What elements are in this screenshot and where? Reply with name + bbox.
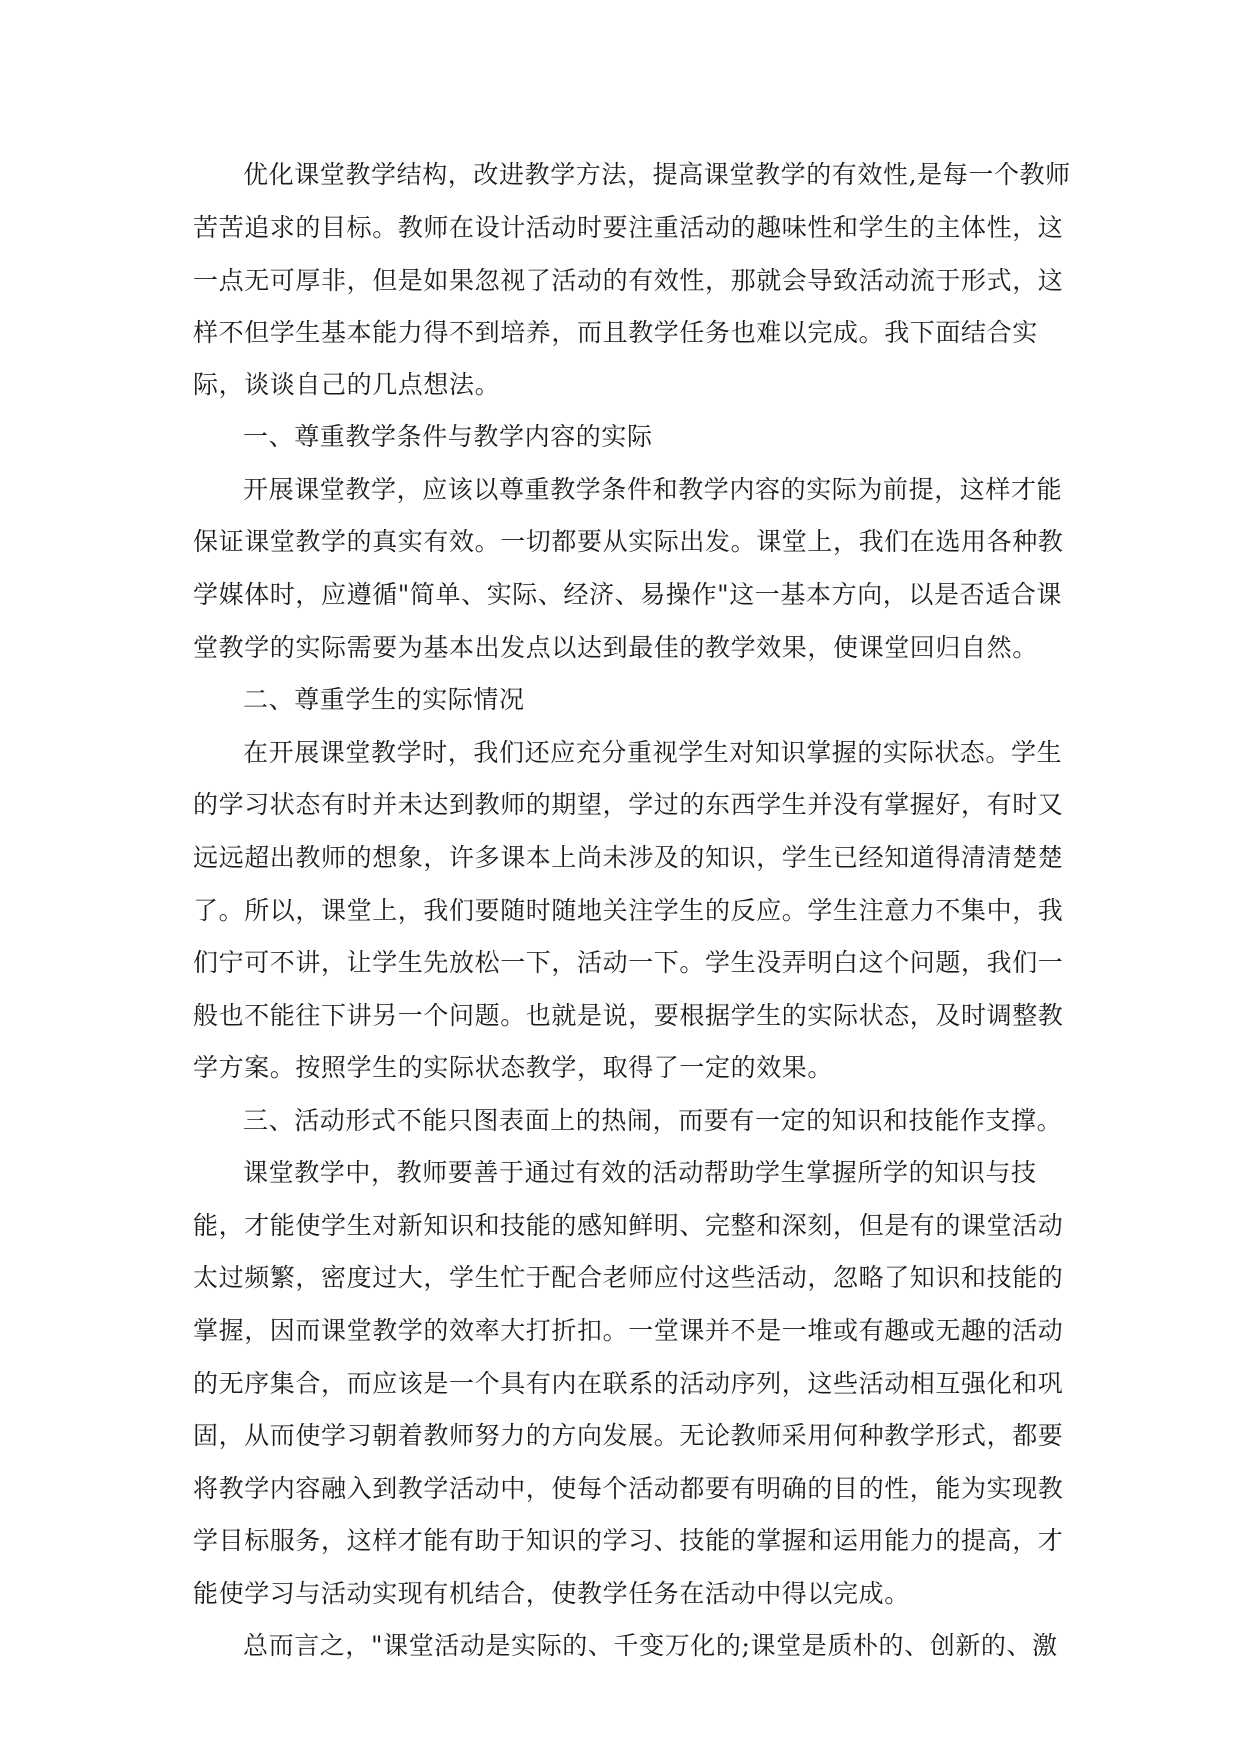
section-heading: 二、尊重学生的实际情况: [243, 685, 525, 714]
paragraph-line: 课堂教学中，教师要善于通过有效的活动帮助学生掌握所学的知识与技: [243, 1158, 1037, 1187]
paragraph-line: 样不但学生基本能力得不到培养，而且教学任务也难以完成。我下面结合实: [193, 318, 1038, 347]
paragraph-line: 一点无可厚非，但是如果忽视了活动的有效性，那就会导致活动流于形式，这: [193, 266, 1064, 295]
paragraph-line: 保证课堂教学的真实有效。一切都要从实际出发。课堂上，我们在选用各种教: [193, 527, 1064, 556]
paragraph-line: 固，从而使学习朝着教师努力的方向发展。无论教师采用何种教学形式，都要: [193, 1421, 1064, 1450]
paragraph-line: 能，才能使学生对新知识和技能的感知鲜明、完整和深刻，但是有的课堂活动: [193, 1211, 1064, 1240]
paragraph-line: 般也不能往下讲另一个问题。也就是说，要根据学生的实际状态，及时调整教: [193, 1001, 1064, 1030]
paragraph-line: 将教学内容融入到教学活动中，使每个活动都要有明确的目的性，能为实现教: [193, 1474, 1064, 1503]
paragraph-line: 了。所以，课堂上，我们要随时随地关注学生的反应。学生注意力不集中，我: [193, 896, 1064, 925]
paragraph-line: 远远超出教师的想象，许多课本上尚未涉及的知识，学生已经知道得清清楚楚: [193, 843, 1064, 872]
paragraph-line: 的无序集合，而应该是一个具有内在联系的活动序列，这些活动相互强化和巩: [193, 1369, 1064, 1398]
paragraph-line: 学目标服务，这样才能有助于知识的学习、技能的掌握和运用能力的提高，才: [193, 1526, 1064, 1555]
paragraph-line: 的学习状态有时并未达到教师的期望，学过的东西学生并没有掌握好，有时又: [193, 790, 1064, 819]
section-heading: 一、尊重教学条件与教学内容的实际: [243, 422, 653, 451]
paragraph-line: 总而言之，"课堂活动是实际的、千变万化的;课堂是质朴的、创新的、激: [243, 1631, 1058, 1660]
paragraph-line: 开展课堂教学，应该以尊重教学条件和教学内容的实际为前提，这样才能: [243, 475, 1063, 504]
paragraph-line: 际，谈谈自己的几点想法。: [193, 370, 501, 399]
paragraph-line: 们宁可不讲，让学生先放松一下，活动一下。学生没弄明白这个问题，我们一: [193, 948, 1064, 977]
paragraph-line: 优化课堂教学结构，改进教学方法，提高课堂教学的有效性,是每一个教师: [243, 160, 1071, 189]
paragraph-line: 在开展课堂教学时，我们还应充分重视学生对知识掌握的实际状态。学生: [243, 738, 1063, 767]
paragraph-line: 学方案。按照学生的实际状态教学，取得了一定的效果。: [193, 1053, 834, 1082]
paragraph-line: 掌握，因而课堂教学的效率大打折扣。一堂课并不是一堆或有趣或无趣的活动: [193, 1316, 1064, 1345]
paragraph-line: 太过频繁，密度过大，学生忙于配合老师应付这些活动，忽略了知识和技能的: [193, 1263, 1064, 1292]
section-heading: 三、活动形式不能只图表面上的热闹，而要有一定的知识和技能作支撑。: [243, 1106, 1063, 1135]
paragraph-line: 堂教学的实际需要为基本出发点以达到最佳的教学效果，使课堂回归自然。: [193, 633, 1038, 662]
paragraph-line: 学媒体时，应遵循"简单、实际、经济、易操作"这一基本方向，以是否适合课: [193, 580, 1063, 609]
paragraph-line: 苦苦追求的目标。教师在设计活动时要注重活动的趣味性和学生的主体性，这: [193, 213, 1064, 242]
paragraph-line: 能使学习与活动实现有机结合，使教学任务在活动中得以完成。: [193, 1579, 910, 1608]
